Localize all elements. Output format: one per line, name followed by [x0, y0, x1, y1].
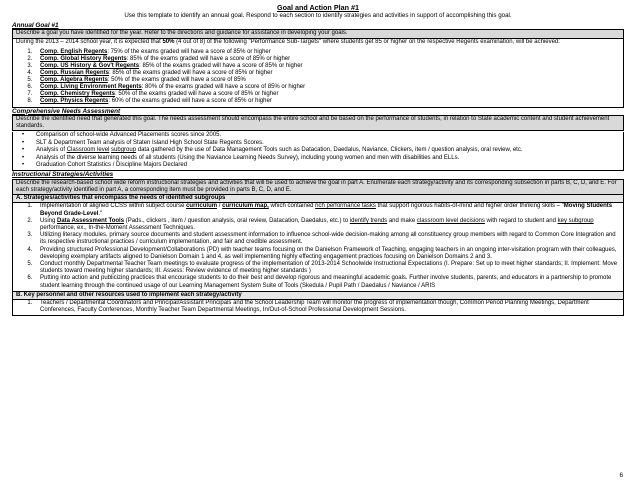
list-item: 5. Comp. Algebra Regents: 50% of the exams graded will have a score of 85% — [34, 77, 620, 84]
list-item: 3. Comp. US History & Gov't Regents: 85% of the exams graded will have a score of 85% or higher — [34, 63, 620, 70]
strategies-heading: Instructional Strategies/Activities — [12, 171, 114, 179]
list-item: 6. Comp. Living Environment Regents: 80% of the exams graded will have a score of 85% or higher — [34, 84, 620, 91]
annual-goal-prompt: Describe a goal you have identified for the year. Refer to the directions and guidance for assistance in developing your goals. — [12, 29, 624, 38]
page-title: Goal and Action Plan #1 — [276, 3, 359, 12]
list-item: 1. Teachers / Departmental Coordinators and Principal/Assistant Principals and the School Leadership Team will monitor the progress of implementation though, Common Period Planning Meetings, Department Conferences, Faculty Conferences, Monthly Teacher Team Departmental Meetings, In/Out-of-School Professional Development Sessions. — [34, 300, 620, 314]
list-item: 4. Providing structured Professional Development/Collaborations (PD) with teacher teams focusing on the Danielson Framework of Teaching, engaging teachers in an ongoing inter-visitation program with their colleagues, developing exemplary artifacts aligned to Danielson Domain 1 and 4, as well implementing highly effecting engagement practices focusing on Danielson Domains 2 and 3. — [34, 247, 620, 261]
template-instructions: Use this template to identify an annual goal. Respond to each section to identify strategies and activities in support of accomplishing this goal. — [124, 12, 512, 19]
annual-goal-body — [12, 39, 624, 108]
annual-goal-intro: During the 2013 – 2014 school year, it is expected that 50% (4 out of 8) of the following "Performance Sub-Targets" where students get 85 or higher on the respective Regents examination, will be achieved: — [16, 38, 560, 45]
part-a-body — [12, 203, 624, 291]
list-item: 8. Comp. Physics Regents: 60% of the exams graded will have a score of 85% or higher — [34, 98, 620, 105]
annual-goal-heading: Annual Goal #1 — [12, 22, 59, 29]
list-item: 1. Implementation of aligned CCSS within subject course curriculum / curriculum map, which contained rich performance tasks that support rigorous habits-of-mind and higher order thinking skills – "Moving Students Beyond Grade-Level." — [34, 203, 620, 217]
list-item: 5. Conduct monthly Departmental Teacher Team meetings to evaluate progress of the implementation of 2013-2014 Schoolwide Instructional Expectations (I. Prepare: Set up to meet higher standards; II. Implement: Move students toward meeting higher standards; III. Assess: Review evidence of meeting higher standards ) — [34, 261, 620, 275]
list-item: 4. Comp. Russian Regents: 85% of the exams graded will have a score of 85% or higher — [34, 70, 620, 77]
strategy-list — [34, 203, 620, 289]
needs-assessment-prompt: Describe the identified need that generated this goal. The needs assessment should encompass the entire school and be based on the performance of students, in relation to State academic content and student achievement standards. — [12, 115, 624, 131]
list-item: • SLT & Department Team analysis of Staten Island High School State Regents Scores. — [16, 140, 620, 147]
part-b-label: B. Key personnel and other resources used to implement each strategy/activity — [12, 292, 624, 300]
needs-assessment-heading: Comprehensive Needs Assessment — [12, 107, 121, 115]
list-item: 3. Utilizing literacy modules, primary source documents and student assessment information to influence school-wide decision-making among all constituency group members with regard to Common Core Integration and its respective instructional practices / curriculum implementation, and fair and credible assessment. — [34, 232, 620, 246]
part-a-label: A. Strategies/activities that encompass the needs of identified subgroups — [12, 195, 624, 203]
list-item: 1. Comp. English Regents: 75% of the exams graded will have a score of 85% or higher — [34, 49, 620, 56]
list-item: • Comparison of school-wide Advanced Placements scores since 2005. — [16, 132, 620, 139]
personnel-list — [34, 300, 620, 314]
list-item: • Analysis of the diverse learning needs of all students (Using the Naviance Learning Needs Survey), including young women and men with disabilities and ELLs. — [16, 155, 620, 162]
list-item: 2. Using Data Assessment Tools (Pads., clickers , item / question analysis, oral review, Datacation, Daedalus, etc.) to identify trends and make classroom level decisions with regard to student and key subgroup performance, ex., In-the-Moment Assessment Techniques. — [34, 218, 620, 232]
needs-list — [16, 132, 620, 169]
list-item: 7. Comp. Chemistry Regents: 50% of the exams graded will have a score of 85% or higher — [34, 91, 620, 98]
page-number: 6 — [619, 471, 623, 479]
part-b-body — [12, 300, 624, 316]
target-percent: 50% — [162, 38, 175, 45]
list-item: 2. Comp. Global History Regents: 85% of the exams graded will have a score of 85% or higher — [34, 56, 620, 63]
needs-assessment-body — [12, 132, 624, 171]
list-item: 6. Putting into action and publicizing practices that encourage students to do their best and develop rigorous and meaningful academic goals. Further involve students, parents, and educators in a partnership to promote student learning through the continued usage of our Learning Management System Suite of Tools (Skedula / Pupil Path / Daedalus / Naviance / ARIS — [34, 275, 620, 289]
list-item: • Graduation Cohort Statistics / Discipline Majors Declared — [16, 162, 620, 169]
regents-target-list — [34, 49, 620, 106]
list-item: • Analysis of Classroom level subgroup data gathered by the use of Data Management Tools such as Datacation, Daedalus, Naviance, Clickers, item / question analysis, oral review, etc. — [16, 147, 620, 154]
strategies-prompt: Describe the research-based school wide reform instructional strategies and activities that will be used to achieve the goal in part A. Enumerate each strategy/activity and its corresponding subsection in parts B, C, D, and E. For each strategy/activity identified in part A, a corresponding item must be provided in parts B, C, D, and E. — [12, 179, 624, 195]
